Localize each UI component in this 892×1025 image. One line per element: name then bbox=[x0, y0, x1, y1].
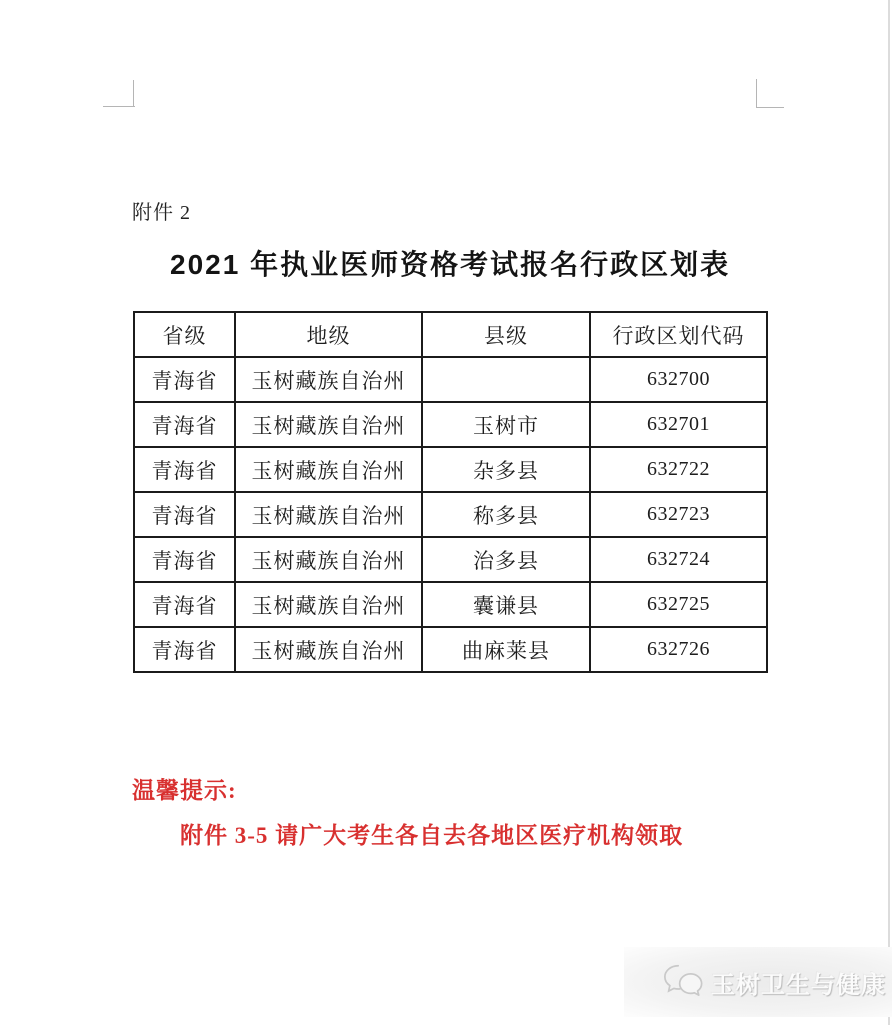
table-row bbox=[134, 627, 767, 672]
table-cell: 玉树藏族自治州 bbox=[235, 627, 422, 672]
table-row bbox=[134, 402, 767, 447]
margin-corner-mark-top-right bbox=[756, 79, 757, 108]
margin-corner-mark-top-left bbox=[133, 80, 134, 107]
margin-corner-mark-top-right bbox=[756, 107, 784, 108]
table-cell: 632726 bbox=[590, 627, 767, 672]
table-cell: 称多县 bbox=[422, 492, 590, 537]
table-cell: 632723 bbox=[590, 492, 767, 537]
table-cell: 玉树藏族自治州 bbox=[235, 402, 422, 447]
table-cell: 632722 bbox=[590, 447, 767, 492]
watermark-text: 玉树卫生与健康 bbox=[711, 971, 886, 999]
table-row bbox=[134, 582, 767, 627]
table-row bbox=[134, 492, 767, 537]
watermark bbox=[624, 947, 892, 1017]
table-cell: 青海省 bbox=[134, 582, 235, 627]
table-cell: 玉树藏族自治州 bbox=[235, 537, 422, 582]
column-header: 省级 bbox=[134, 312, 235, 357]
table-cell: 玉树市 bbox=[422, 402, 590, 447]
notice-body: 附件 3-5 请广大考生各自去各地区医疗机构领取 bbox=[180, 823, 684, 848]
table-cell: 治多县 bbox=[422, 537, 590, 582]
table-cell bbox=[422, 357, 590, 402]
table-cell: 青海省 bbox=[134, 402, 235, 447]
column-header: 地级 bbox=[235, 312, 422, 357]
table-cell: 青海省 bbox=[134, 357, 235, 402]
table-cell: 青海省 bbox=[134, 627, 235, 672]
table-cell: 杂多县 bbox=[422, 447, 590, 492]
table-cell: 青海省 bbox=[134, 447, 235, 492]
table-cell: 曲麻莱县 bbox=[422, 627, 590, 672]
table-row bbox=[134, 357, 767, 402]
table-cell: 囊谦县 bbox=[422, 582, 590, 627]
page-right-edge-line bbox=[888, 0, 890, 1025]
column-header: 县级 bbox=[422, 312, 590, 357]
table-cell: 632725 bbox=[590, 582, 767, 627]
table-row bbox=[134, 447, 767, 492]
table-cell: 632724 bbox=[590, 537, 767, 582]
table-cell: 632700 bbox=[590, 357, 767, 402]
admin-division-table bbox=[133, 311, 768, 673]
document-title: 2021 年执业医师资格考试报名行政区划表 bbox=[170, 249, 731, 280]
wechat-chat-bubbles-icon bbox=[662, 962, 704, 1002]
notice-heading: 温馨提示: bbox=[132, 778, 237, 803]
table-row bbox=[134, 537, 767, 582]
table-header-row bbox=[134, 312, 767, 357]
table-cell: 玉树藏族自治州 bbox=[235, 357, 422, 402]
margin-corner-mark-top-left bbox=[103, 106, 135, 107]
table-cell: 青海省 bbox=[134, 537, 235, 582]
column-header: 行政区划代码 bbox=[590, 312, 767, 357]
table-cell: 玉树藏族自治州 bbox=[235, 492, 422, 537]
table-cell: 632701 bbox=[590, 402, 767, 447]
table-cell: 青海省 bbox=[134, 492, 235, 537]
attachment-label: 附件 2 bbox=[132, 202, 191, 224]
table-cell: 玉树藏族自治州 bbox=[235, 582, 422, 627]
table-cell: 玉树藏族自治州 bbox=[235, 447, 422, 492]
